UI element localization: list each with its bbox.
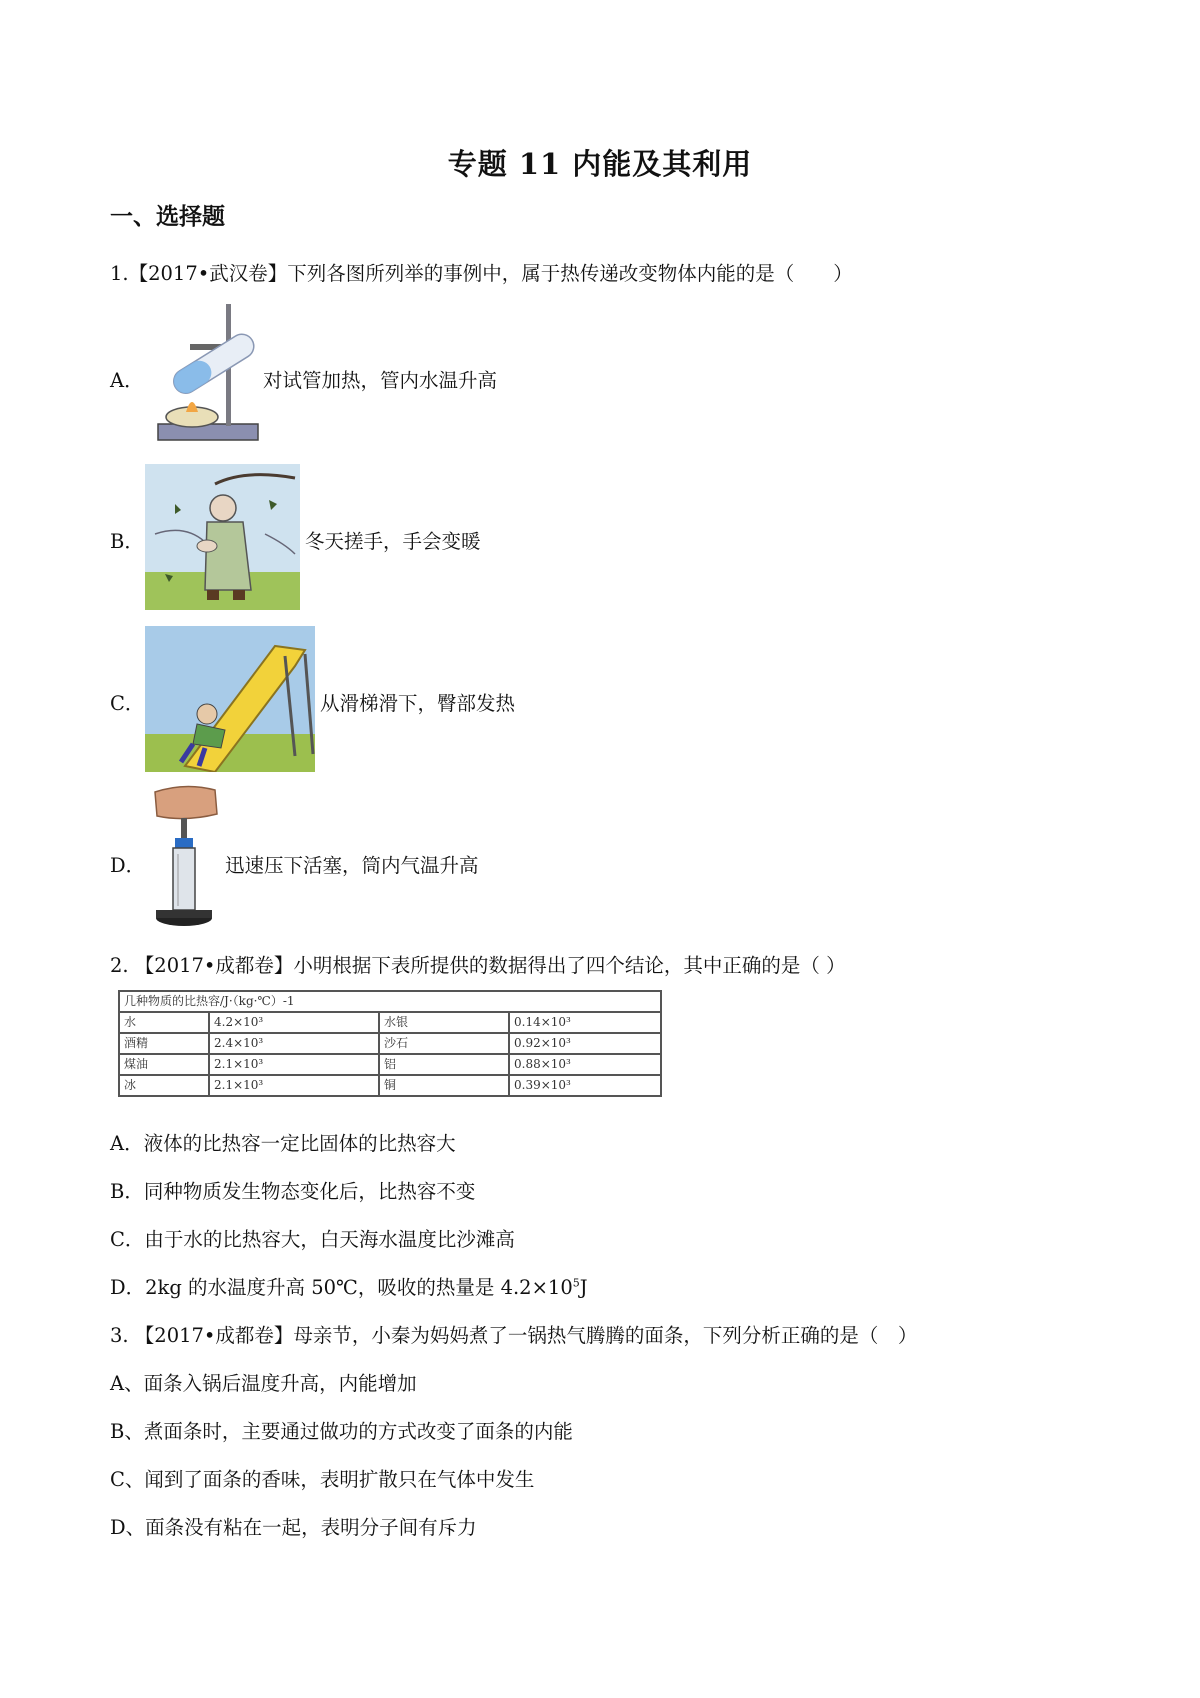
- table-cell: 0.88×10³: [509, 1054, 661, 1075]
- q1-option-b-text: 冬天搓手，手会变暖: [305, 530, 481, 553]
- table-cell: 铜: [379, 1075, 509, 1096]
- q1-option-a-text: 对试管加热，管内水温升高: [263, 369, 498, 392]
- q1-option-a-letter: A．: [110, 369, 144, 392]
- specific-heat-table: [118, 990, 662, 1097]
- q2-option-c-text: 由于水的比热容大，白天海水温度比沙滩高: [144, 1228, 515, 1251]
- slide-icon: [145, 626, 315, 772]
- q2-option-b: [110, 1176, 475, 1204]
- q2-option-c-letter: C．: [110, 1228, 145, 1251]
- table-cell: 0.92×10³: [509, 1033, 661, 1054]
- q2-option-d: [110, 1272, 588, 1300]
- q2-option-b-letter: B．: [110, 1180, 144, 1203]
- table-cell: 沙石: [379, 1033, 509, 1054]
- q1-option-d-text: 迅速压下活塞，筒内气温升高: [225, 854, 479, 877]
- q1-option-c-letter: C．: [110, 692, 145, 715]
- table-cell: 0.39×10³: [509, 1075, 661, 1096]
- section-heading: 一、选择题: [110, 203, 225, 230]
- q2-option-b-text: 同种物质发生物态变化后，比热容不变: [143, 1180, 476, 1203]
- q3-option-b: B、煮面条时，主要通过做功的方式改变了面条的内能: [110, 1420, 573, 1443]
- q3-option-a: A、面条入锅后温度升高，内能增加: [110, 1372, 417, 1395]
- piston-icon: [145, 784, 225, 934]
- test-tube-heating-icon: [150, 300, 260, 446]
- q2-option-d-exponent: 5: [572, 1276, 580, 1290]
- table-header-row: [119, 991, 661, 1012]
- table-cell: 酒精: [119, 1033, 209, 1054]
- table-row: [119, 1012, 661, 1033]
- table-cell: 水: [119, 1012, 209, 1033]
- table-cell: 煤油: [119, 1054, 209, 1075]
- q1-option-d-letter: D．: [110, 854, 146, 877]
- rubbing-hands-icon: [145, 464, 300, 610]
- q3-option-d: D、面条没有粘在一起，表明分子间有斥力: [110, 1516, 477, 1539]
- table-cell: 铝: [379, 1054, 509, 1075]
- table-row: [119, 1033, 661, 1054]
- q1-option-c-text: 从滑梯滑下，臀部发热: [320, 692, 516, 715]
- q1-option-b-letter: B．: [110, 530, 144, 553]
- q2-option-d-letter: D．: [110, 1276, 146, 1299]
- table-row: [119, 1054, 661, 1075]
- q2-option-d-text: 2kg 的水温度升高 50℃，吸收的热量是 4.2×10: [145, 1276, 573, 1299]
- q2-option-c: [110, 1224, 515, 1252]
- q2-option-d-unit: J: [579, 1276, 588, 1299]
- q3-option-c: C、闻到了面条的香味，表明扩散只在气体中发生: [110, 1468, 535, 1491]
- table-header: 几种物质的比热容/J·（kg·℃）-1: [119, 991, 661, 1012]
- table-cell: 2.1×10³: [209, 1054, 379, 1075]
- table-cell: 2.1×10³: [209, 1075, 379, 1096]
- q2-option-a-letter: A．: [110, 1132, 144, 1155]
- question-3-stem: 3. 【2017•成都卷】母亲节，小秦为妈妈煮了一锅热气腾腾的面条，下列分析正确的是（ ）: [110, 1324, 918, 1347]
- table-cell: 水银: [379, 1012, 509, 1033]
- table-row: [119, 1075, 661, 1096]
- q2-option-a: [110, 1128, 456, 1156]
- q2-option-a-text: 液体的比热容一定比固体的比热容大: [143, 1132, 456, 1155]
- table-cell: 冰: [119, 1075, 209, 1096]
- table-cell: 4.2×10³: [209, 1012, 379, 1033]
- table-cell: 0.14×10³: [509, 1012, 661, 1033]
- question-1-stem: 1.【2017•武汉卷】下列各图所列举的事例中，属于热传递改变物体内能的是（ ）: [110, 262, 853, 285]
- page-title: 专题 11 内能及其利用: [447, 147, 753, 181]
- table-cell: 2.4×10³: [209, 1033, 379, 1054]
- question-2-stem: 2. 【2017•成都卷】小明根据下表所提供的数据得出了四个结论，其中正确的是（ ）: [110, 954, 846, 977]
